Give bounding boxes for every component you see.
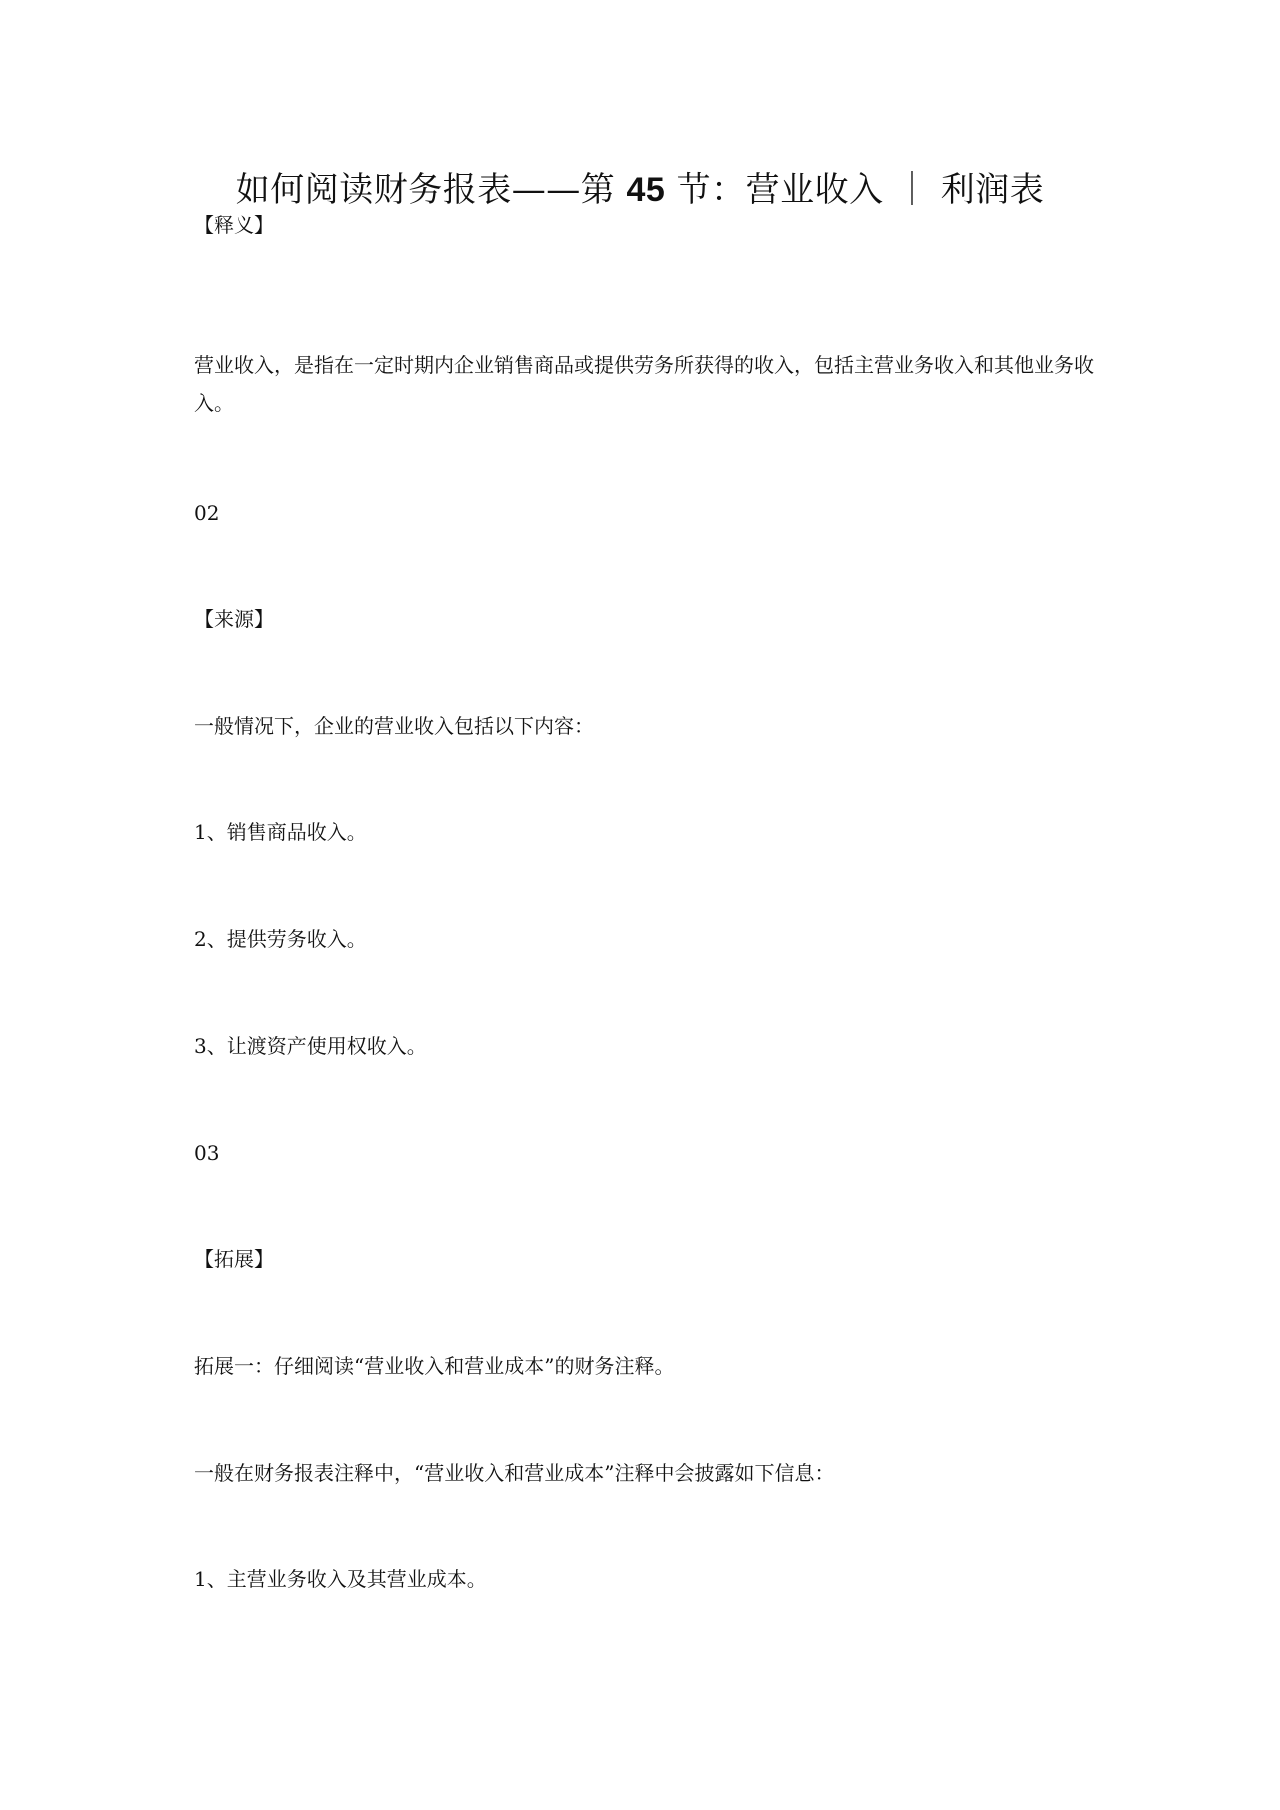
title-prefix: 如何阅读财务报表——第 [235, 170, 627, 210]
source-list-item-1: 1、销售商品收入。 [194, 820, 367, 844]
source-intro-paragraph: 一般情况下，企业的营业收入包括以下内容： [194, 714, 594, 738]
definition-paragraph: 营业收入，是指在一定时期内企业销售商品或提供劳务所获得的收入，包括主营业务收入和其他业务收入。 [194, 353, 1094, 415]
extension-list-item-1: 1、主营业务收入及其营业成本。 [194, 1567, 487, 1591]
section-number-03: 03 [194, 1141, 220, 1165]
section-heading-definition: 【释义】 [194, 213, 274, 237]
source-list-item-2: 2、提供劳务收入。 [194, 927, 367, 951]
extension-paragraph-2: 一般在财务报表注释中，“营业收入和营业成本”注释中会披露如下信息： [194, 1461, 835, 1485]
section-number-02: 02 [194, 501, 220, 525]
title-suffix: 节：营业收入 ｜ 利润表 [665, 170, 1045, 210]
section-heading-source: 【来源】 [194, 607, 274, 631]
extension-paragraph-1: 拓展一：仔细阅读“营业收入和营业成本”的财务注释。 [194, 1354, 675, 1378]
source-list-item-3: 3、让渡资产使用权收入。 [194, 1034, 427, 1058]
title-section-number: 45 [626, 171, 666, 209]
section-heading-extension: 【拓展】 [194, 1247, 274, 1271]
